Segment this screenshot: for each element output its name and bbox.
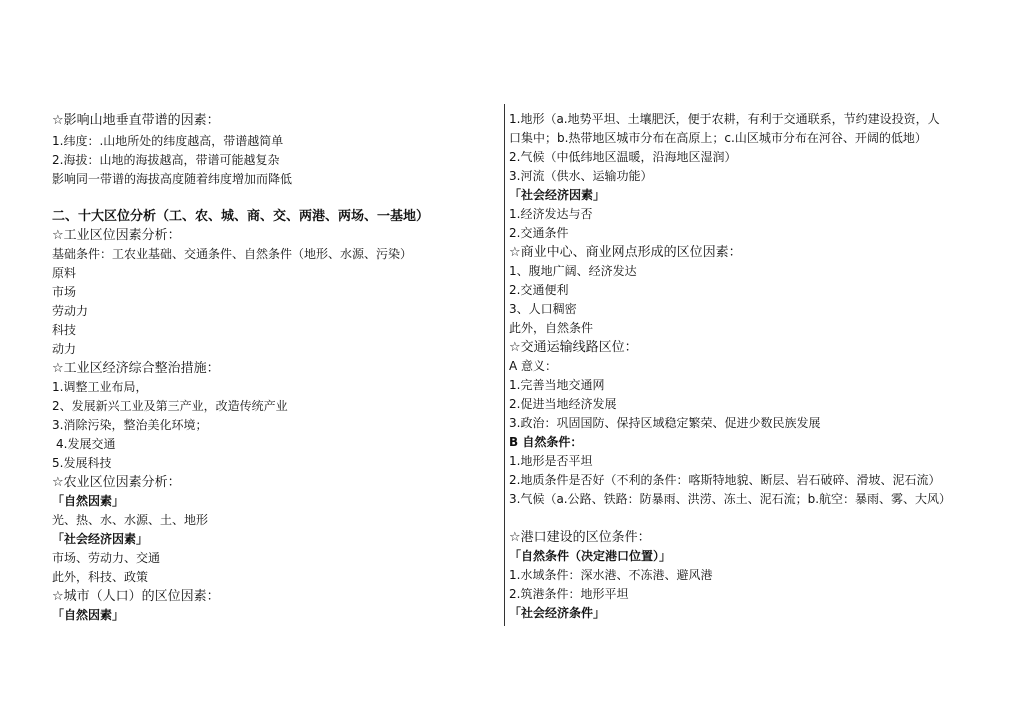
text-line: 1.纬度：.山地所处的纬度越高，带谱越简单 bbox=[52, 134, 284, 148]
text-line: 2、发展新兴工业及第三产业，改造传统产业 bbox=[52, 399, 288, 413]
text-line: 2.交通条件 bbox=[509, 226, 569, 240]
heading-transport-location: ☆交通运输线路区位： bbox=[509, 340, 638, 355]
subheading-socioeconomic-factors: 「社会经济因素」 bbox=[509, 188, 606, 202]
text-line: 1.完善当地交通网 bbox=[509, 378, 605, 392]
text-line: 2.气候（中低纬地区温暖，沿海地区湿润） bbox=[509, 150, 737, 164]
text-line: 3.政治：巩固国防、保持区域稳定繁荣、促进少数民族发展 bbox=[509, 416, 821, 430]
heading-industry-measures: ☆工业区经济综合整治措施： bbox=[52, 361, 220, 376]
heading-mountain-zonation: ☆影响山地垂直带谱的因素： bbox=[52, 113, 220, 128]
text-line: 4.发展交通 bbox=[56, 437, 116, 451]
text-line: 2.筑港条件：地形平坦 bbox=[509, 587, 629, 601]
text-line: 2.地质条件是否好（不利的条件：喀斯特地貌、断层、岩石破碎、滑坡、泥石流） bbox=[509, 473, 941, 487]
heading-agriculture-location: ☆农业区位因素分析： bbox=[52, 475, 181, 490]
text-line: 口集中；b.热带地区城市分布在高原上；c.山区城市分布在河谷、开阔的低地） bbox=[509, 131, 927, 145]
text-line: 2.海拔：山地的海拔越高，带谱可能越复杂 bbox=[52, 153, 280, 167]
subheading-natural-conditions: B 自然条件： bbox=[509, 435, 583, 449]
section-title-ten-locations: 二、十大区位分析（工、农、城、商、交、两港、两场、一基地） bbox=[52, 209, 430, 224]
text-line: 市场 bbox=[52, 285, 77, 299]
text-line: 2.促进当地经济发展 bbox=[509, 397, 617, 411]
subheading-significance: A 意义： bbox=[509, 359, 558, 373]
text-line: 此外，科技、政策 bbox=[52, 570, 149, 584]
column-divider bbox=[504, 104, 505, 626]
text-line: 影响同一带谱的海拔高度随着纬度增加而降低 bbox=[52, 172, 293, 186]
heading-commerce-location: ☆商业中心、商业网点形成的区位因素： bbox=[509, 245, 742, 260]
text-line: 1.地形（a.地势平坦、土壤肥沃，便于农耕，有利于交通联系，节约建设投资，人 bbox=[509, 112, 940, 126]
subheading-port-natural-conditions: 「自然条件（决定港口位置）」 bbox=[509, 549, 672, 563]
text-line: 动力 bbox=[52, 342, 77, 356]
text-line: 此外，自然条件 bbox=[509, 321, 594, 335]
text-line: 1.地形是否平坦 bbox=[509, 454, 593, 468]
subheading-natural-factors: 「自然因素」 bbox=[52, 494, 125, 508]
text-line: 3.消除污染，整治美化环境； bbox=[52, 418, 208, 432]
subheading-socioeconomic-factors: 「社会经济因素」 bbox=[52, 532, 149, 546]
subheading-socioeconomic-conditions: 「社会经济条件」 bbox=[509, 606, 606, 620]
text-line: 3、人口稠密 bbox=[509, 302, 577, 316]
heading-industry-location: ☆工业区位因素分析： bbox=[52, 228, 181, 243]
text-line: 科技 bbox=[52, 323, 77, 337]
text-line: 光、热、水、水源、土、地形 bbox=[52, 513, 209, 527]
text-line: 劳动力 bbox=[52, 304, 89, 318]
text-line: 1、腹地广阔、经济发达 bbox=[509, 264, 637, 278]
text-line: 市场、劳动力、交通 bbox=[52, 551, 161, 565]
text-line: 3.气候（a.公路、铁路：防暴雨、洪涝、冻土、泥石流；b.航空：暴雨、雾、大风） bbox=[509, 492, 952, 506]
text-line: 1.经济发达与否 bbox=[509, 207, 593, 221]
text-line: 3.河流（供水、运输功能） bbox=[509, 169, 653, 183]
subheading-natural-factors: 「自然因素」 bbox=[52, 608, 125, 622]
heading-port-location: ☆港口建设的区位条件： bbox=[509, 530, 651, 545]
text-line: 1.调整工业布局， bbox=[52, 380, 148, 394]
text-line: 2.交通便利 bbox=[509, 283, 569, 297]
text-line: 5.发展科技 bbox=[52, 456, 112, 470]
text-line: 基础条件：工农业基础、交通条件、自然条件（地形、水源、污染） bbox=[52, 247, 413, 261]
heading-city-location: ☆城市（人口）的区位因素： bbox=[52, 589, 220, 604]
text-line: 原料 bbox=[52, 266, 77, 280]
text-line: 1.水域条件：深水港、不冻港、避风港 bbox=[509, 568, 713, 582]
